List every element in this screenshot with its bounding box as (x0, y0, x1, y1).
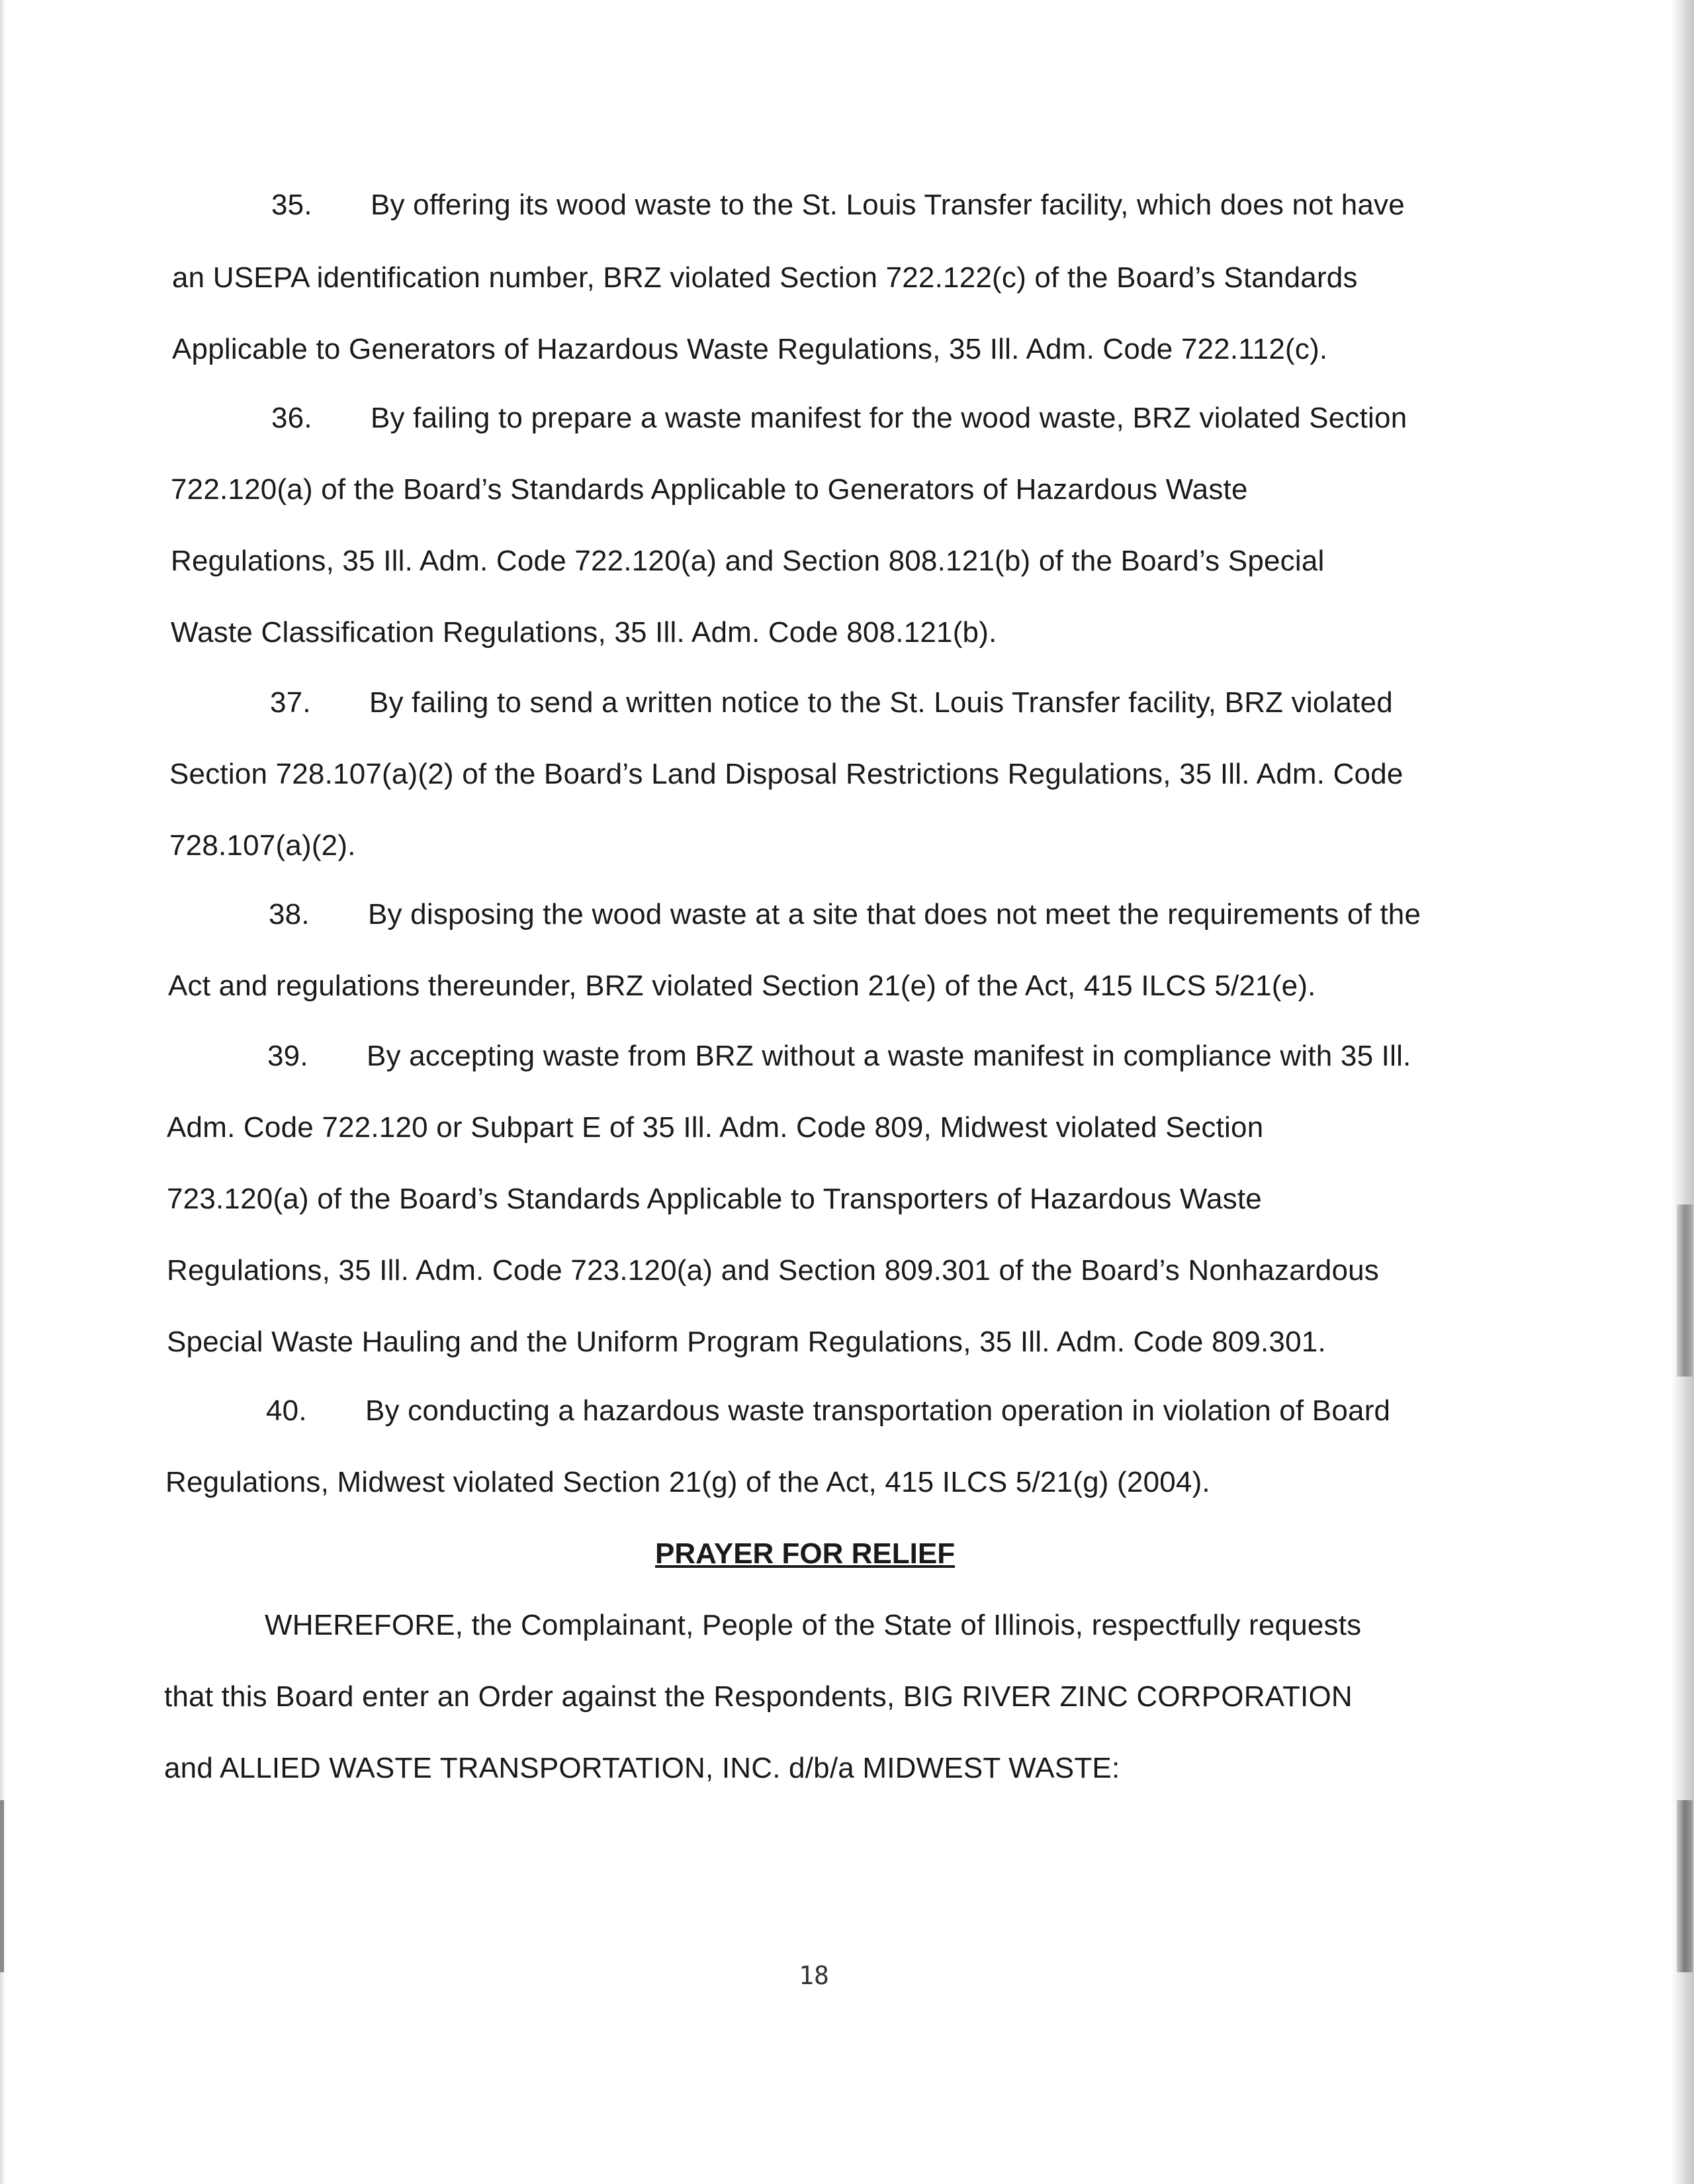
paragraph-39-line-3: 723.120(a) of the Board’s Standards Applicable to Transporters of Hazardous Waste (167, 1183, 1262, 1215)
paragraph-40-line-2: Regulations, Midwest violated Section 21(g) of the Act, 415 ILCS 5/21(g) (2004). (165, 1466, 1210, 1498)
paragraph-40-line-1: 40. By conducting a hazardous waste transportation operation in violation of Board (266, 1392, 1390, 1430)
paragraph-38-line-1: 38. By disposing the wood waste at a site that does not meet the requirements of the (269, 896, 1421, 933)
paragraph-38-line-2: Act and regulations thereunder, BRZ violated Section 21(e) of the Act, 415 ILCS 5/21(e). (168, 970, 1316, 1002)
paragraph-number: 37. (270, 686, 311, 719)
paragraph-36-line-2: 722.120(a) of the Board’s Standards Applicable to Generators of Hazardous Waste (171, 473, 1248, 506)
scan-mark-right-lower (1677, 1800, 1693, 1972)
paragraph-number: 39. (267, 1040, 308, 1072)
paragraph-36-line-4: Waste Classification Regulations, 35 Ill. Adm. Code 808.121(b). (171, 616, 997, 649)
paragraph-35-line-1: 35. By offering its wood waste to the St. Louis Transfer facility, which does not have (271, 187, 1405, 224)
wherefore-line-1: WHEREFORE, the Complainant, People of the State of Illinois, respectfully requests (265, 1609, 1362, 1641)
paragraph-37-line-3: 728.107(a)(2). (169, 829, 356, 862)
paragraph-number: 35. (271, 189, 312, 221)
paragraph-number: 38. (269, 898, 310, 931)
paragraph-37-line-2: Section 728.107(a)(2) of the Board’s Land Disposal Restrictions Regulations, 35 Ill. Adm. Code (169, 758, 1404, 790)
page-number: 18 (799, 1961, 829, 1990)
paragraph-39-line-4: Regulations, 35 Ill. Adm. Code 723.120(a) and Section 809.301 of the Board’s Nonhazardous (167, 1254, 1379, 1287)
paragraph-39-line-5: Special Waste Hauling and the Uniform Program Regulations, 35 Ill. Adm. Code 809.301. (167, 1326, 1326, 1358)
paragraph-number: 40. (266, 1394, 307, 1427)
wherefore-line-3: and ALLIED WASTE TRANSPORTATION, INC. d/b/a MIDWEST WASTE: (164, 1752, 1120, 1784)
paragraph-36-line-3: Regulations, 35 Ill. Adm. Code 722.120(a) and Section 808.121(b) of the Board’s Special (171, 545, 1325, 577)
paragraph-39-line-1: 39. By accepting waste from BRZ without a waste manifest in compliance with 35 Ill. (267, 1038, 1411, 1075)
paragraph-39-line-2: Adm. Code 722.120 or Subpart E of 35 Ill. Adm. Code 809, Midwest violated Section (167, 1111, 1264, 1144)
paragraph-37-line-1: 37. By failing to send a written notice to the St. Louis Transfer facility, BRZ violated (270, 684, 1393, 721)
wherefore-line-2: that this Board enter an Order against the Respondents, BIG RIVER ZINC CORPORATION (164, 1680, 1353, 1713)
scan-mark-right-upper (1677, 1205, 1693, 1377)
paragraph-35-line-2: an USEPA identification number, BRZ violated Section 722.122(c) of the Board’s Standards (172, 261, 1358, 294)
paragraph-number: 36. (271, 402, 312, 434)
paragraph-35-line-3: Applicable to Generators of Hazardous Waste Regulations, 35 Ill. Adm. Code 722.112(c). (172, 333, 1328, 365)
scan-mark-left (0, 1800, 4, 1972)
paragraph-36-line-1: 36. By failing to prepare a waste manifest for the wood waste, BRZ violated Section (271, 400, 1407, 437)
section-heading: PRAYER FOR RELIEF (655, 1537, 956, 1570)
